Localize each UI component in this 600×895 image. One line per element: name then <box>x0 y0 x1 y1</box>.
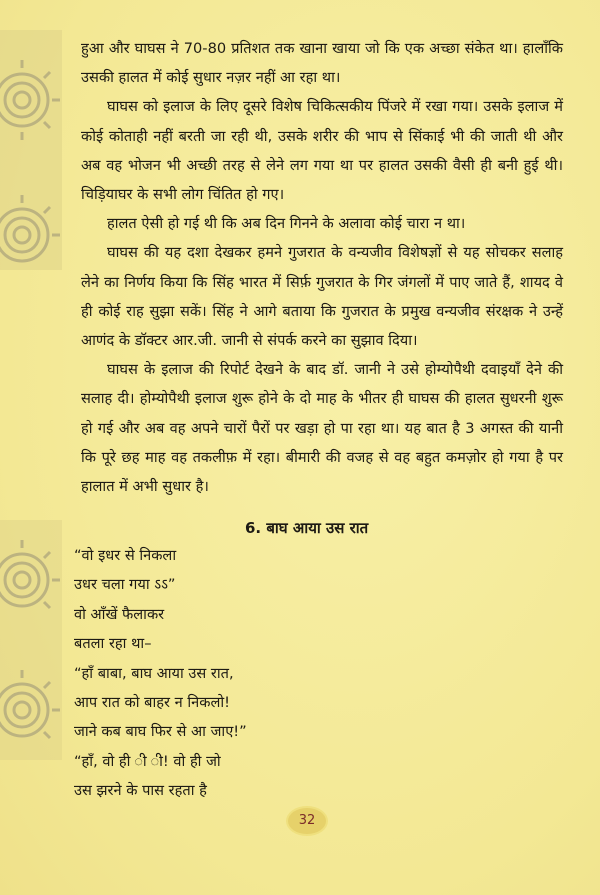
poem-line: उधर चला गया ऽऽ” <box>74 576 176 594</box>
poem-line: बतला रहा था– <box>74 635 152 653</box>
chapter-heading: 6. बाघ आया उस रात <box>245 519 369 537</box>
body-text <box>81 34 563 501</box>
poem-line: आप रात को बाहर न निकलो! <box>74 694 230 712</box>
paragraph-3: हालत ऐसी हो गई थी कि अब दिन गिनने के अलावा कोई चारा न था। <box>107 215 466 233</box>
poem-line: उस झरने के पास रहता है <box>74 782 207 800</box>
paragraph-4: घाघस की यह दशा देखकर हमने गुजरात के वन्यजीव विशेषज्ञों से यह सोचकर सलाह लेने का निर्णय किया कि सिंह भारत में सिर्फ़ गुजरात के गिर जंगलों में पाए जाते हैं, शायद वे ही कोई राह सुझा सकें। सिंह ने आगे बताया कि गुजरात के प्रमुख वन्यजीव संरक्षक ने उन्हें आणंद के डॉक्टर आर.जी. जानी से संपर्क करने का सुझाव दिया। <box>81 244 563 350</box>
paragraph-5: घाघस के इलाज की रिपोर्ट देखने के बाद डॉ. जानी ने उसे होम्योपैथी दवाइयाँ देने की सलाह दी। होम्योपैथी इलाज शुरू होने के दो माह के भीतर ही घाघस की हालत सुधरनी शुरू हो गई और अब वह अपने चारों पैरों पर खड़ा हो पा रहा था। यह बात है 3 अगस्त की यानी कि पूरे छह माह वह तकलीफ़ में रहा। बीमारी की वजह से वह बहुत कमज़ोर हो गया है पर हालात में अभी सुधार है। <box>81 361 563 496</box>
decorative-spiral-border-bottom <box>0 520 62 760</box>
poem-line: वो आँखें फैलाकर <box>74 605 165 623</box>
poem-line: “हाँ, वो ही ी ी! वो ही जो <box>74 752 221 770</box>
decorative-spiral-border-top <box>0 30 62 270</box>
poem-line: “हाँ बाबा, बाघ आया उस रात, <box>74 664 234 682</box>
poem-line: “वो इधर से निकला <box>74 547 177 564</box>
page-number: 32 <box>288 808 326 834</box>
poem-line: जाने कब बाघ फिर से आ जाए!” <box>74 723 247 741</box>
paragraph-2: घाघस को इलाज के लिए दूसरे विशेष चिकित्सकीय पिंजरे में रखा गया। उसके इलाज में कोई कोताही नहीं बरती जा रही थी, उसके शरीर की भाप से सिंकाई भी की जाती थी और अब वह भोजन भी अच्छी तरह से लेने लग गया था पर हालत उसकी वैसी ही बनी हुई थी। चिड़ियाघर के सभी लोग चिंतित हो गए। <box>81 98 563 204</box>
poem <box>74 541 247 806</box>
paragraph-1: हुआ और घाघस ने 70-80 प्रतिशत तक खाना खाया जो कि एक अच्छा संकेत था। हालाँकि उसकी हालत में कोई सुधार नज़र नहीं आ रहा था। <box>81 40 563 87</box>
